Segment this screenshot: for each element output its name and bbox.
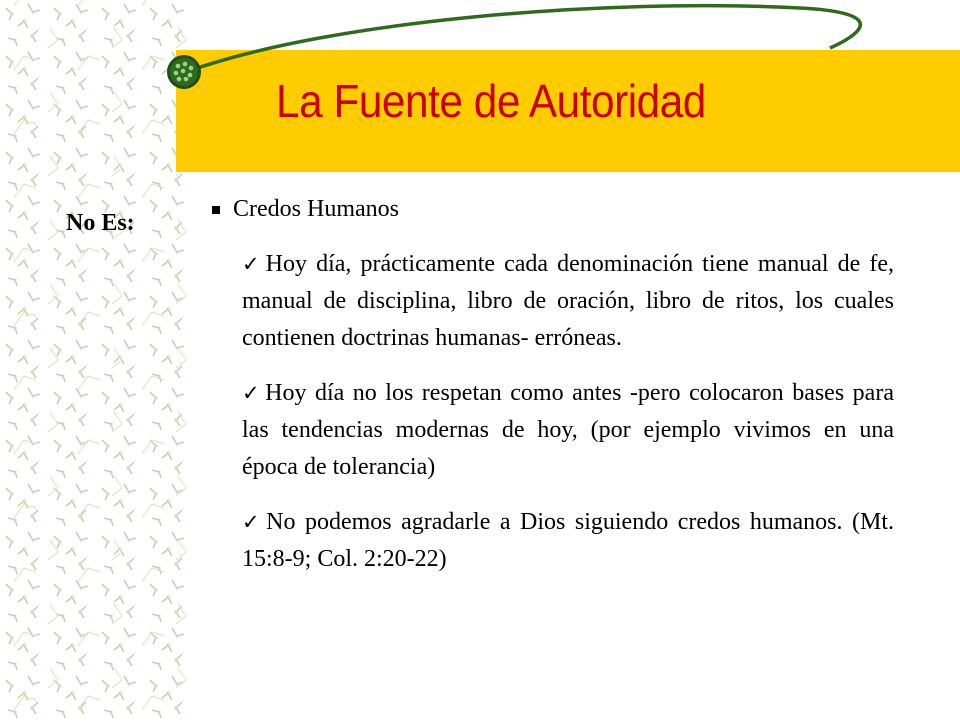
point-text: Hoy día no los respetan como antes -pero colocaron bases para las tendencias modernas de hoy, (por ejemplo vivimos en una época de tolerancia) bbox=[242, 380, 894, 480]
list-item bbox=[242, 504, 894, 578]
square-bullet-icon bbox=[212, 206, 220, 214]
bullet-heading bbox=[212, 196, 399, 223]
decorative-side-pattern bbox=[0, 0, 192, 720]
checkmark-icon: ✓ bbox=[242, 252, 263, 276]
list-item bbox=[242, 246, 894, 357]
point-text: Hoy día, prácticamente cada denominación tiene manual de fe, manual de disciplina, libro de oración, libro de ritos, los cuales contienen doctrinas humanas- erróneas. bbox=[242, 251, 894, 351]
section-label: No Es: bbox=[66, 210, 135, 236]
slide-title: La Fuente de Autoridad bbox=[276, 75, 706, 127]
point-text: No podemos agradarle a Dios siguiendo credos humanos. (Mt. 15:8-9; Col. 2:20-22) bbox=[242, 509, 894, 572]
checkmark-icon: ✓ bbox=[242, 510, 264, 534]
list-item bbox=[242, 375, 894, 486]
heading-text: Credos Humanos bbox=[233, 196, 399, 222]
checkmark-icon: ✓ bbox=[242, 381, 263, 405]
points-list bbox=[242, 246, 894, 596]
pattern-graphic bbox=[0, 0, 192, 720]
